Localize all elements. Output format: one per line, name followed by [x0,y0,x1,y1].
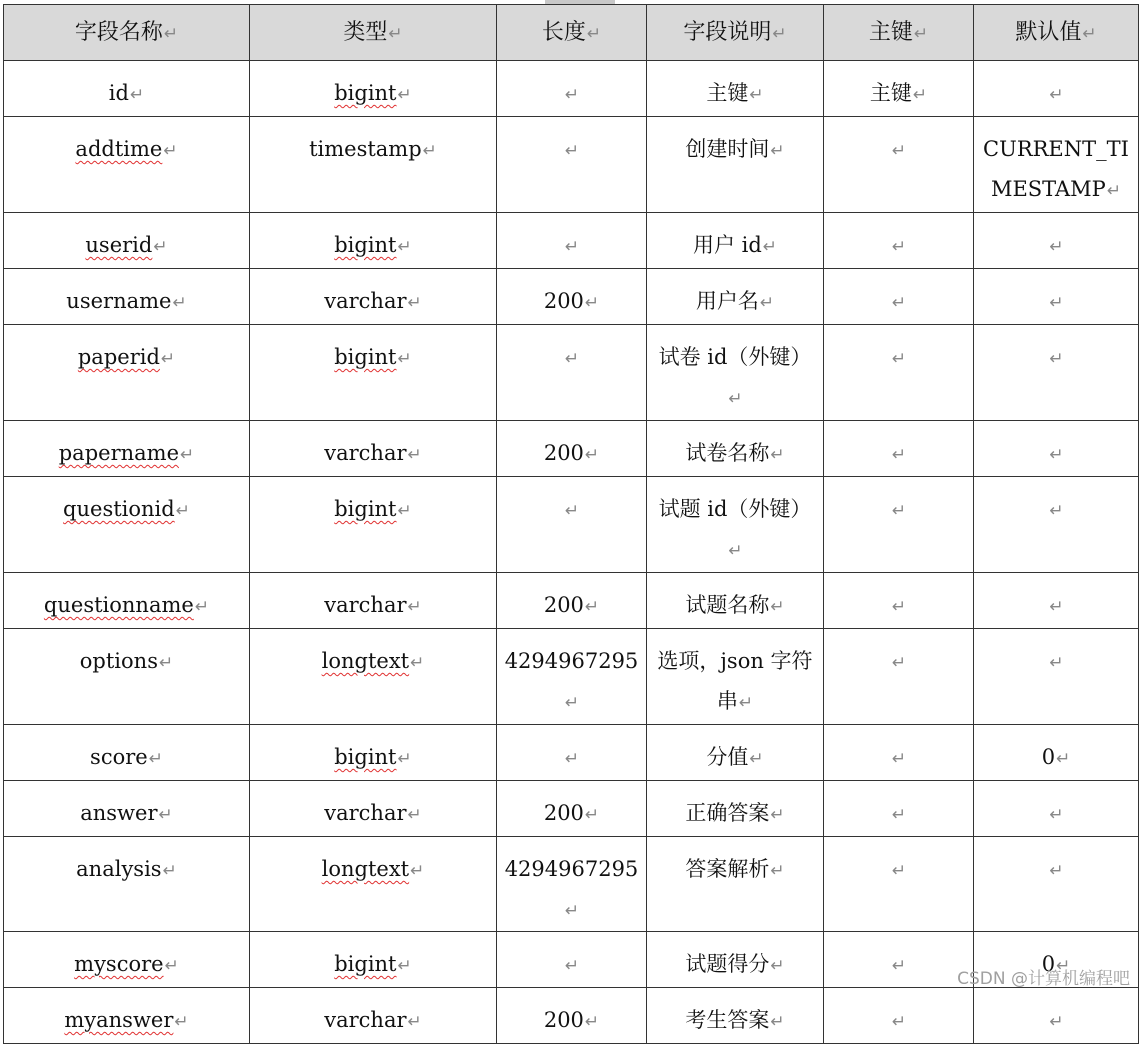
cell-description: 考生答案 ↵ [647,988,824,1044]
cell-default-value [974,837,1139,932]
header-field-name: 字段名称 ↵ [4,5,250,61]
cell-field-name-text: questionid [63,497,175,521]
cell-type [250,61,497,117]
cell-default-value: 0 ↵ [974,932,1139,988]
cell-primary-key [824,629,974,725]
cell-description: 分值 ↵ [647,725,824,781]
table-row [4,325,1139,421]
table-row [4,421,1139,477]
cell-description: 主键 ↵ [647,61,824,117]
cell-field-name [4,325,250,421]
cell-primary-key [824,421,974,477]
cell-type-text: bigint [334,497,397,521]
cell-field-name [4,477,250,573]
cell-primary-key [824,837,974,932]
cell-length: 200 ↵ [497,573,647,629]
cell-type [250,837,497,932]
cell-primary-key [824,573,974,629]
watermark: CSDN @计算机编程吧 [957,969,1130,989]
cell-type [250,725,497,781]
cell-length [497,477,647,573]
cell-length [497,117,647,213]
cell-field-name: score ↵ [4,725,250,781]
cell-primary-key [824,269,974,325]
cell-primary-key [824,117,974,213]
cell-default-value [974,421,1139,477]
cell-type [250,629,497,725]
cell-description: 试题得分 ↵ [647,932,824,988]
cell-type [250,932,497,988]
cell-description: 试卷 id（外键） ↵ [647,325,824,421]
cell-field-name [4,117,250,213]
cell-default-value [974,629,1139,725]
cell-default-value [974,573,1139,629]
cell-length [497,932,647,988]
cell-field-name-text: addtime [75,137,163,161]
table-row [4,725,1139,781]
cell-description: 答案解析 ↵ [647,837,824,932]
cell-primary-key [824,477,974,573]
cell-description: 试题名称 ↵ [647,573,824,629]
cell-field-name-text: myscore [74,952,164,976]
cell-length: 200 ↵ [497,988,647,1044]
table-row [4,269,1139,325]
cell-default-value [974,269,1139,325]
cell-description: 试题 id（外键） ↵ [647,477,824,573]
cell-default-value: CURRENT_TIMESTAMP ↵ [974,117,1139,213]
header-length: 长度 ↵ [497,5,647,61]
cell-field-name [4,573,250,629]
cell-type: varchar ↵ [250,421,497,477]
cell-default-value [974,213,1139,269]
cell-length [497,213,647,269]
cell-description: 正确答案 ↵ [647,781,824,837]
cell-length [497,725,647,781]
cell-field-name [4,213,250,269]
cell-default-value [974,325,1139,421]
header-primary-key: 主键 ↵ [824,5,974,61]
cell-field-name [4,988,250,1044]
cell-type: varchar ↵ [250,988,497,1044]
table-body [4,61,1139,1044]
cell-length [497,61,647,117]
cell-type: varchar ↵ [250,781,497,837]
cell-type-text: bigint [334,345,397,369]
table-row [4,837,1139,932]
header-row [4,5,1139,61]
field-table [3,4,1139,1044]
table-row [4,629,1139,725]
cell-default-value [974,61,1139,117]
cell-type [250,325,497,421]
header-type: 类型 ↵ [250,5,497,61]
cell-description: 用户 id ↵ [647,213,824,269]
cell-field-name-text: paperid [77,345,160,369]
cell-length: 4294967295 ↵ [497,629,647,725]
header-description: 字段说明 ↵ [647,5,824,61]
cell-type [250,213,497,269]
cell-default-value [974,781,1139,837]
cell-length: 200 ↵ [497,421,647,477]
cell-default-value [974,477,1139,573]
cell-description: 用户名 ↵ [647,269,824,325]
cell-type-text: bigint [334,745,397,769]
table-row [4,988,1139,1044]
cell-primary-key [824,325,974,421]
cell-type: timestamp ↵ [250,117,497,213]
cell-length: 200 ↵ [497,269,647,325]
cell-field-name: username ↵ [4,269,250,325]
cell-field-name [4,932,250,988]
cell-field-name-text: papername [58,441,179,465]
cell-field-name: id ↵ [4,61,250,117]
cell-type-text: bigint [334,952,397,976]
table-row [4,477,1139,573]
cell-description: 试卷名称 ↵ [647,421,824,477]
cell-length: 200 ↵ [497,781,647,837]
cell-field-name: answer ↵ [4,781,250,837]
cell-field-name: analysis ↵ [4,837,250,932]
cell-type: varchar ↵ [250,573,497,629]
cell-primary-key [824,932,974,988]
cell-type: varchar ↵ [250,269,497,325]
cell-field-name-text: userid [85,233,153,257]
cell-description: 创建时间 ↵ [647,117,824,213]
cell-primary-key [824,213,974,269]
cell-field-name-text: myanswer [64,1008,174,1032]
table-row [4,61,1139,117]
cell-description: 选项，json 字符串 ↵ [647,629,824,725]
cell-length [497,325,647,421]
table-row [4,117,1139,213]
cell-primary-key: 主键 ↵ [824,61,974,117]
cell-field-name: options ↵ [4,629,250,725]
table-row [4,781,1139,837]
cell-primary-key [824,725,974,781]
cell-type-text: bigint [334,81,397,105]
cell-field-name-text: questionname [43,593,194,617]
cell-default-value [974,988,1139,1044]
table-row [4,573,1139,629]
table-row [4,213,1139,269]
cell-primary-key [824,781,974,837]
cell-field-name [4,421,250,477]
header-default-value: 默认值 ↵ [974,5,1139,61]
cell-type-text: longtext [321,857,410,881]
cell-type-text: bigint [334,233,397,257]
cell-type [250,477,497,573]
cell-length: 4294967295 ↵ [497,837,647,932]
cell-type-text: longtext [321,649,410,673]
cell-primary-key [824,988,974,1044]
cell-default-value: 0 ↵ [974,725,1139,781]
